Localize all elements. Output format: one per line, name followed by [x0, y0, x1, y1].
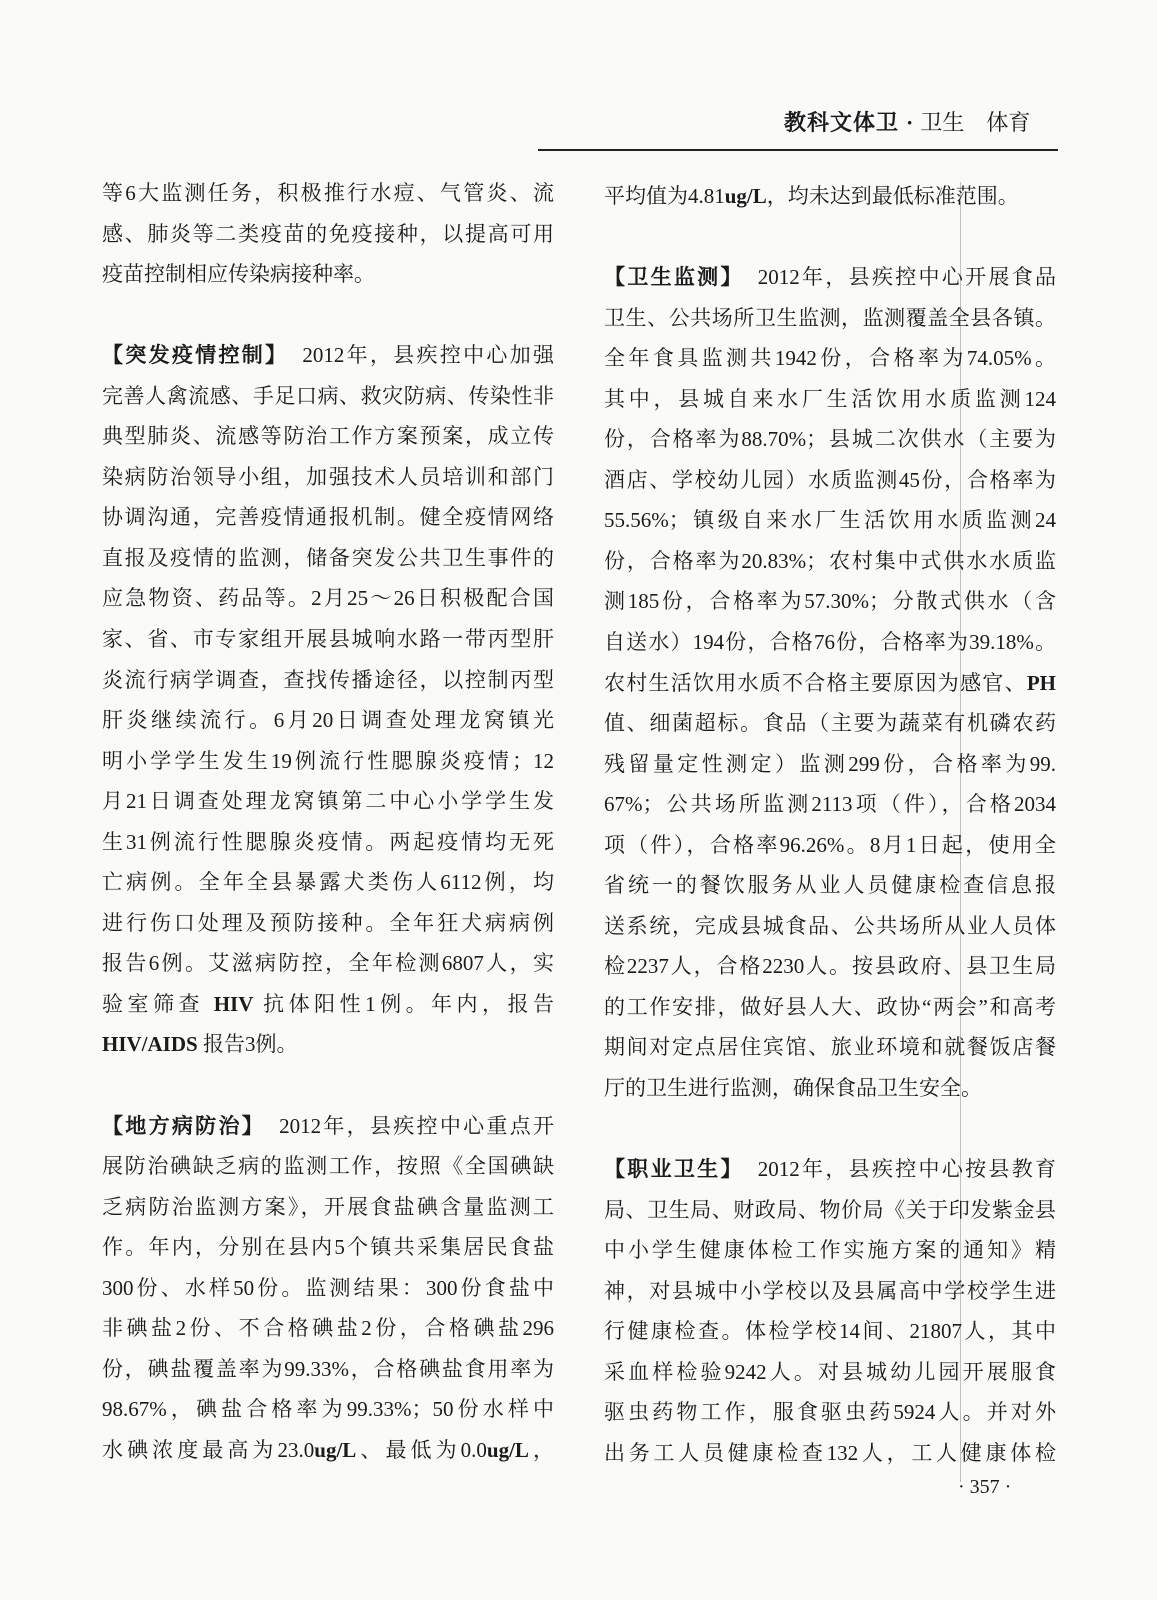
text-segment: 月21日调查处理龙窝镇第二中心小学学生发	[102, 789, 554, 814]
text-line	[604, 1149, 1056, 1190]
text-line	[604, 784, 1056, 825]
section-heading: 【突发疫情控制】	[102, 343, 289, 368]
text-line	[604, 1433, 1056, 1474]
paragraph	[102, 173, 554, 295]
text-segment: 300份、水样50份。监测结果：300份食盐中	[102, 1275, 554, 1300]
text-line	[604, 581, 1056, 622]
text-segment: 值、细菌超标。食品（主要为蔬菜有机磷农药	[604, 711, 1056, 736]
text-segment: 水碘浓度最高为23.0	[102, 1437, 315, 1462]
text-segment: 乏病防治监测方案》，开展食盐碘含量监测工	[102, 1194, 554, 1219]
left-column	[102, 173, 554, 1471]
text-segment: 的工作安排，做好县人大、政协“两会”和高考	[604, 994, 1056, 1019]
text-line	[604, 1271, 1056, 1312]
section-paragraph	[604, 1149, 1056, 1473]
bold-term: ug/L	[486, 1437, 529, 1462]
text-segment: 份，合格率为20.83%；农村集中式供水水质监	[604, 548, 1056, 573]
text-line	[604, 1068, 1056, 1109]
text-segment: 生31例流行性腮腺炎疫情。两起疫情均无死	[102, 829, 554, 854]
text-line	[102, 903, 554, 944]
text-segment: 中小学生健康体检工作实施方案的通知》精	[604, 1238, 1056, 1263]
text-line	[102, 660, 554, 701]
running-head	[784, 108, 1030, 138]
text-line	[604, 419, 1056, 460]
section-paragraph	[102, 335, 554, 1065]
text-segment: 出务工人员健康检查132人，工人健康体检	[604, 1440, 1056, 1465]
text-segment: 亡病例。全年全县暴露犬类伤人6112例，均	[102, 870, 554, 895]
text-segment: 报告3例。	[197, 1032, 298, 1057]
text-line	[604, 298, 1056, 339]
text-segment: 应急物资、药品等。2月25～26日积极配合国	[102, 586, 554, 611]
text-segment: 等6大监测任务，积极推行水痘、气管炎、流	[102, 181, 554, 205]
text-segment: 农村生活饮用水质不合格主要原因为感官、	[604, 670, 1027, 695]
text-line	[604, 176, 1056, 217]
header-rule	[538, 149, 1058, 151]
text-segment: 直报及疫情的监测，储备突发公共卫生事件的	[102, 545, 554, 570]
text-line	[102, 1227, 554, 1268]
text-segment: 厅的卫生进行监测，确保食品卫生安全。	[604, 1076, 982, 1101]
text-segment: 疫苗控制相应传染病接种率。	[102, 262, 375, 287]
text-segment: 进行伤口处理及预防接种。全年狂犬病病例	[102, 910, 554, 935]
running-head-subsection: 体育	[986, 110, 1031, 135]
text-line	[102, 497, 554, 538]
text-line	[102, 1430, 554, 1471]
text-line	[604, 500, 1056, 541]
text-line	[604, 946, 1056, 987]
bold-term: HIV	[213, 991, 254, 1016]
running-head-subsection: 卫生	[920, 110, 965, 135]
text-line	[102, 700, 554, 741]
text-line	[102, 1308, 554, 1349]
text-line	[604, 663, 1056, 704]
text-line	[604, 1230, 1056, 1271]
text-line	[102, 1389, 554, 1430]
text-segment: 酒店、学校幼儿园）水质监测45份，合格率为	[604, 467, 1056, 492]
text-line	[604, 1190, 1056, 1231]
text-line	[102, 1106, 554, 1147]
text-segment: 染病防治领导小组，加强技术人员培训和部门	[102, 464, 554, 489]
text-segment: 自送水）194份，合格76份，合格率为39.18%。	[604, 630, 1056, 655]
text-segment: 神，对县城中小学校以及县属高中学校学生进	[604, 1278, 1056, 1303]
section-heading: 【卫生监测】	[604, 265, 744, 290]
text-segment: 项（件），合格率96.26%。8月1日起，使用全	[604, 832, 1056, 857]
section-heading: 【地方病防治】	[102, 1113, 266, 1138]
bold-term: ug/L	[314, 1437, 357, 1462]
text-segment: 2012年，县疾控中心重点开	[279, 1113, 554, 1138]
text-segment: 省统一的餐饮服务从业人员健康检查信息报	[604, 873, 1056, 898]
running-head-separator: ·	[906, 110, 914, 135]
text-line	[102, 1187, 554, 1228]
bold-term: PH	[1026, 670, 1056, 695]
text-line	[604, 338, 1056, 379]
text-line	[102, 781, 554, 822]
running-head-section: 教科文体卫	[784, 110, 900, 135]
text-segment: 明小学学生发生19例流行性腮腺炎疫情；12	[102, 748, 554, 773]
text-line	[604, 379, 1056, 420]
text-line	[604, 825, 1056, 866]
text-line	[604, 257, 1056, 298]
text-segment: 份，合格率为88.70%；县城二次供水（主要为	[604, 427, 1056, 452]
text-line	[604, 460, 1056, 501]
text-line	[604, 703, 1056, 744]
text-line	[102, 741, 554, 782]
text-line	[102, 984, 554, 1025]
text-segment: 全年食具监测共1942份，合格率为74.05%。	[604, 346, 1056, 371]
text-segment: ，	[528, 1437, 554, 1462]
text-segment: 抗体阳性1例。年内，报告	[253, 991, 554, 1016]
text-segment: 残留量定性测定）监测299份，合格率为99.	[604, 751, 1056, 776]
text-segment: 、最低为0.0	[356, 1437, 487, 1462]
text-segment: 卫生、公共场所卫生监测，监测覆盖全县各镇。	[604, 305, 1056, 330]
text-segment: 局、卫生局、财政局、物价局《关于印发紫金县	[604, 1197, 1056, 1222]
bold-term: ug/L	[724, 184, 767, 208]
text-segment: 送系统，完成县城食品、公共场所从业人员体	[604, 913, 1056, 938]
text-line	[604, 987, 1056, 1028]
text-line	[102, 1349, 554, 1390]
text-line	[604, 906, 1056, 947]
text-segment: 2012年，县疾控中心按县教育	[757, 1157, 1056, 1182]
text-line	[102, 1024, 554, 1065]
text-segment: 67%；公共场所监测2113项（件），合格2034	[604, 792, 1056, 817]
text-segment: 家、省、市专家组开展县城响水路一带丙型肝	[102, 627, 554, 652]
text-line	[102, 254, 554, 295]
page-number: · 357 ·	[958, 1476, 1012, 1498]
text-segment: 采血样检验9242人。对县城幼儿园开展服食	[604, 1359, 1056, 1384]
text-line	[604, 1392, 1056, 1433]
text-segment: 2012年，县疾控中心加强	[302, 343, 554, 368]
text-segment: 肝炎继续流行。6月20日调查处理龙窝镇光	[102, 708, 554, 733]
text-line	[102, 376, 554, 417]
text-segment: 作。年内，分别在县内5个镇共采集居民食盐	[102, 1235, 554, 1260]
text-segment: 验室筛查	[102, 991, 214, 1016]
scan-line-artifact	[960, 182, 961, 1482]
text-segment: 典型肺炎、流感等防治工作方案预案，成立传	[102, 424, 554, 449]
text-segment: 测185份，合格率为57.30%；分散式供水（含	[604, 589, 1056, 614]
text-segment: 55.56%；镇级自来水厂生活饮用水质监测24	[604, 508, 1056, 533]
text-segment: ，均未达到最低标准范围。	[766, 184, 1019, 208]
text-segment: 协调沟通，完善疫情通报机制。健全疫情网络	[102, 505, 554, 530]
text-line	[604, 622, 1056, 663]
text-segment: 炎流行病学调查，查找传播途径，以控制丙型	[102, 667, 554, 692]
text-segment: 完善人禽流感、手足口病、救灾防病、传染性非	[102, 383, 554, 408]
text-line	[604, 1352, 1056, 1393]
text-segment: 份，碘盐覆盖率为99.33%，合格碘盐食用率为	[102, 1356, 554, 1381]
text-line	[102, 457, 554, 498]
text-line	[604, 541, 1056, 582]
text-line	[102, 578, 554, 619]
section-paragraph	[604, 257, 1056, 1108]
text-segment: 检2237人，合格2230人。按县政府、县卫生局	[604, 954, 1056, 979]
text-line	[102, 1268, 554, 1309]
text-line	[102, 862, 554, 903]
text-line	[604, 1027, 1056, 1068]
right-column	[604, 176, 1056, 1474]
text-segment: 期间对定点居住宾馆、旅业环境和就餐饭店餐	[604, 1035, 1056, 1060]
text-segment: 展防治碘缺乏病的监测工作，按照《全国碘缺	[102, 1154, 554, 1179]
text-line	[102, 822, 554, 863]
text-line	[102, 173, 554, 214]
text-line	[102, 943, 554, 984]
text-line	[102, 538, 554, 579]
text-segment: 行健康检查。体检学校14间、21807人，其中	[604, 1319, 1056, 1344]
bold-term: HIV/AIDS	[102, 1032, 198, 1057]
text-line	[102, 335, 554, 376]
text-line	[604, 865, 1056, 906]
text-line	[102, 416, 554, 457]
text-line	[102, 1146, 554, 1187]
text-segment: 平均值为4.81	[604, 184, 725, 208]
text-line	[604, 1311, 1056, 1352]
text-segment: 非碘盐2份、不合格碘盐2份，合格碘盐296	[102, 1316, 554, 1341]
text-segment: 2012年，县疾控中心开展食品	[757, 265, 1056, 290]
text-segment: 其中，县城自来水厂生活饮用水质监测124	[604, 386, 1056, 411]
text-segment: 98.67%，碘盐合格率为99.33%；50份水样中	[102, 1397, 554, 1422]
text-segment: 报告6例。艾滋病防控，全年检测6807人，实	[102, 951, 554, 976]
text-segment: 驱虫药物工作，服食驱虫药5924人。并对外	[604, 1400, 1056, 1425]
text-line	[604, 744, 1056, 785]
section-heading: 【职业卫生】	[604, 1157, 744, 1182]
text-line	[102, 619, 554, 660]
text-line	[102, 214, 554, 255]
section-paragraph	[102, 1106, 554, 1471]
paragraph	[604, 176, 1056, 217]
text-segment: 感、肺炎等二类疫苗的免疫接种，以提高可用	[102, 221, 554, 246]
